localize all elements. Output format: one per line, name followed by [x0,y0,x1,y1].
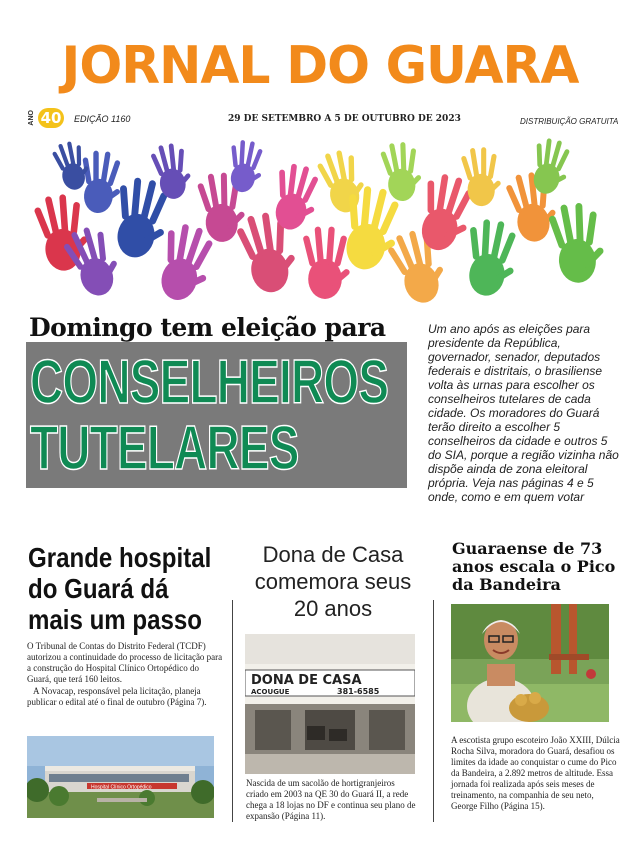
store-story-title: Dona de Casa comemora seus 20 anos [254,542,412,621]
store-sign-text: DONA DE CASA [251,673,362,688]
store-sign-sub: ACOUGUE [251,688,290,696]
climber-story-body: A escotista grupo escoteiro João XXIII, Dúlcia Rocha Silva, moradora do Guará, desafiou os limites da idade ao conquistar o cume do Pico da Bandeira, a 2.892 metros de altitude. Essa jornada foi realizada após seis meses de treinamento, na companhia de seu neto, George Filho (Página 15). [451,735,620,811]
store-story-body: Nascida de um sacolão de hortigranjeiros criado em 2003 na QE 30 do Guará II, a rede chega a 18 lojas no DF e continua seu plano de expansão (Página 11). [246,778,416,821]
distribution-note: DISTRIBUIÇÃO GRATUITA [520,117,619,126]
store-facade-photo [245,634,415,774]
hospital-story-title: Grande hospital do Guará dá mais um passo [28,542,212,635]
lead-headline-box [26,342,407,488]
ano-label: ANO [28,110,35,126]
colorful-handprints-illustration [30,118,610,308]
lead-headline-line-2: TUTELARES [30,414,299,483]
hospital-sign-text: Hospital Clínico Ortopédico [91,784,152,791]
lead-summary: Um ano após as eleições para presidente da República, governador, senador, deputados federais e distritais, o brasiliense volta às urnas para escolher os conselheiros tutelares de cada cidade. Os moradores do Guará terão direito a escolher 5 conselheiros da cidade e outros 5 do SIA, porque a região vizinha não dispõe ainda de zona eleitoral própria. Veja nas páginas 4 e 5 onde, como e em quem votar [428,322,619,504]
lead-kicker: Domingo tem eleição para [29,313,386,342]
hospital-rendering-photo [27,736,214,818]
ano-number: 40 [38,108,64,128]
column-divider [433,600,434,822]
hospital-paragraph-1: O Tribunal de Contas do Distrito Federal (TCDF) autorizou a continuidade do processo de licitação para a construção do Hospital Clínico Ortopédico do Guará, que terá 160 leitos. [27,641,223,684]
hospital-story-body [27,641,223,709]
climber-story-title: Guaraense de 73 anos escala o Pico da Bandeira [452,539,616,594]
column-divider [232,600,233,822]
store-sign-phone: 381-6585 [337,687,380,696]
masthead-title: JORNAL DO GUARA [61,36,579,96]
issue-dates: 29 DE SETEMBRO A 5 DE OUTUBRO DE 2023 [228,114,461,124]
hospital-paragraph-2: A Novacap, responsável pela licitação, planeja publicar o edital até o final de outubro (Página 7). [27,686,207,707]
climber-portrait-photo [451,604,609,722]
edition-number: EDIÇÃO 1160 [74,114,131,124]
lead-headline-line-1: CONSELHEIROS [30,348,389,417]
